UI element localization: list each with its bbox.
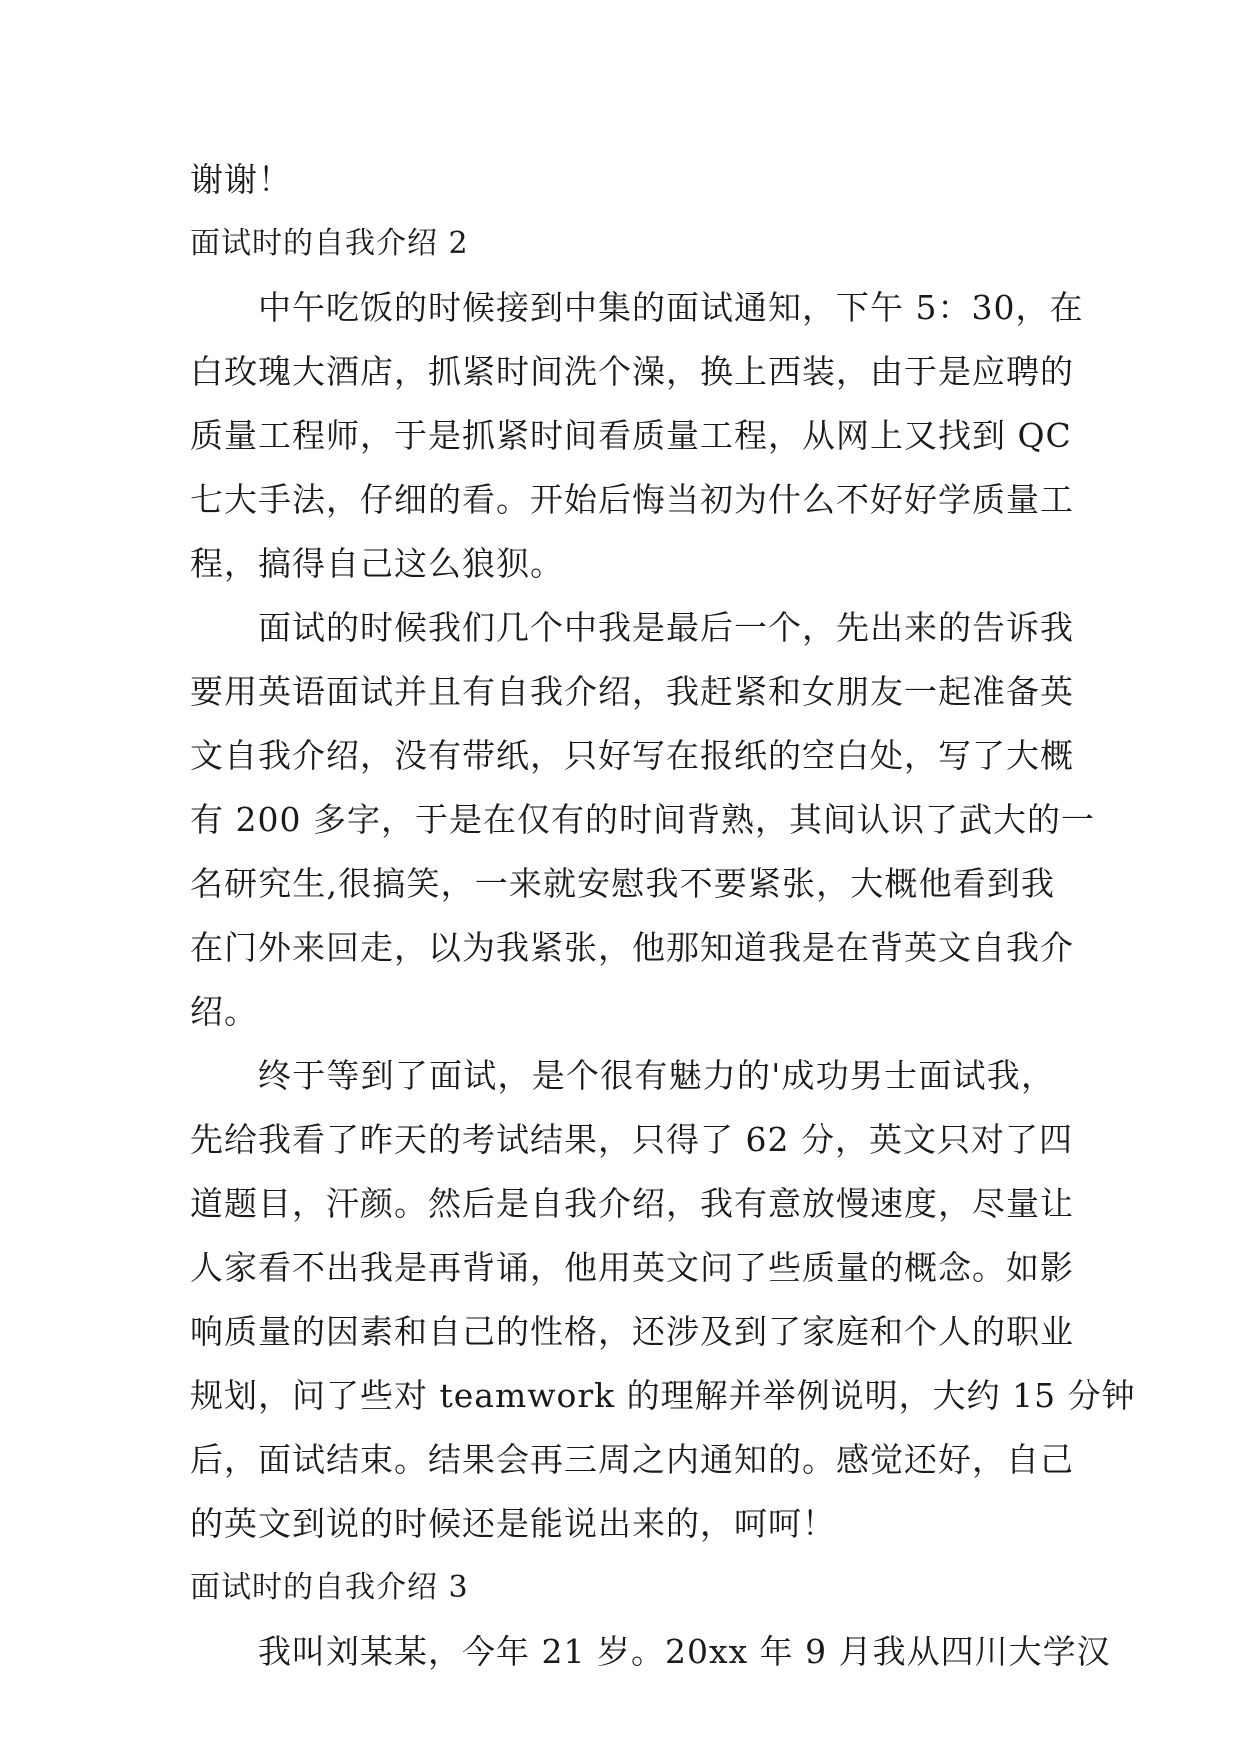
text-line: 道题目，汗颜。然后是自我介绍，我有意放慢速度，尽量让 bbox=[190, 1184, 1074, 1223]
text-line: 文自我介绍，没有带纸，只好写在报纸的空白处，写了大概 bbox=[190, 736, 1074, 775]
text-line: 质量工程师，于是抓紧时间看质量工程，从网上又找到 QC bbox=[190, 416, 1072, 455]
paragraph bbox=[190, 1620, 1111, 1684]
text-line: 要用英语面试并且有自我介绍，我赶紧和女朋友一起准备英 bbox=[190, 672, 1074, 711]
text-line: 绍。 bbox=[190, 992, 258, 1031]
section-title-3: 面试时的自我介绍 3 bbox=[190, 1570, 469, 1605]
text-line: 程，搞得自己这么狼狈。 bbox=[190, 544, 564, 583]
text-line: 面试的时候我们几个中我是最后一个，先出来的告诉我 bbox=[258, 608, 1074, 647]
section-title-2: 面试时的自我介绍 2 bbox=[190, 226, 469, 261]
text-line: 中午吃饭的时候接到中集的面试通知，下午 5：30，在 bbox=[258, 288, 1084, 327]
text-line: 有 200 多字，于是在仅有的时间背熟，其间认识了武大的一 bbox=[190, 800, 1095, 839]
document-page bbox=[190, 148, 1136, 1684]
text-line: 响质量的因素和自己的性格，还涉及到了家庭和个人的职业 bbox=[190, 1312, 1074, 1351]
closing-thanks: 谢谢！ bbox=[190, 160, 292, 199]
text-line: 名研究生,很搞笑，一来就安慰我不要紧张，大概他看到我 bbox=[190, 864, 1055, 903]
text-line: 规划，问了些对 teamwork 的理解并举例说明，大约 15 分钟 bbox=[190, 1376, 1136, 1415]
paragraph bbox=[190, 596, 1095, 1044]
text-line: 后，面试结束。结果会再三周之内通知的。感觉还好，自己 bbox=[190, 1440, 1074, 1479]
text-line: 七大手法，仔细的看。开始后悔当初为什么不好好学质量工 bbox=[190, 480, 1074, 519]
text-line: 我叫刘某某，今年 21 岁。20xx 年 9 月我从四川大学汉 bbox=[258, 1632, 1111, 1671]
text-line: 在门外来回走，以为我紧张，他那知道我是在背英文自我介 bbox=[190, 928, 1074, 967]
text-line: 白玫瑰大酒店，抓紧时间洗个澡，换上西装，由于是应聘的 bbox=[190, 352, 1074, 391]
text-line: 终于等到了面试，是个很有魅力的'成功男士面试我， bbox=[258, 1056, 1055, 1095]
paragraph bbox=[190, 1044, 1136, 1556]
text-line: 人家看不出我是再背诵，他用英文问了些质量的概念。如影 bbox=[190, 1248, 1074, 1287]
text-line: 的英文到说的时候还是能说出来的，呵呵！ bbox=[190, 1504, 836, 1543]
paragraph bbox=[190, 276, 1084, 596]
text-line: 先给我看了昨天的考试结果，只得了 62 分，英文只对了四 bbox=[190, 1120, 1073, 1159]
